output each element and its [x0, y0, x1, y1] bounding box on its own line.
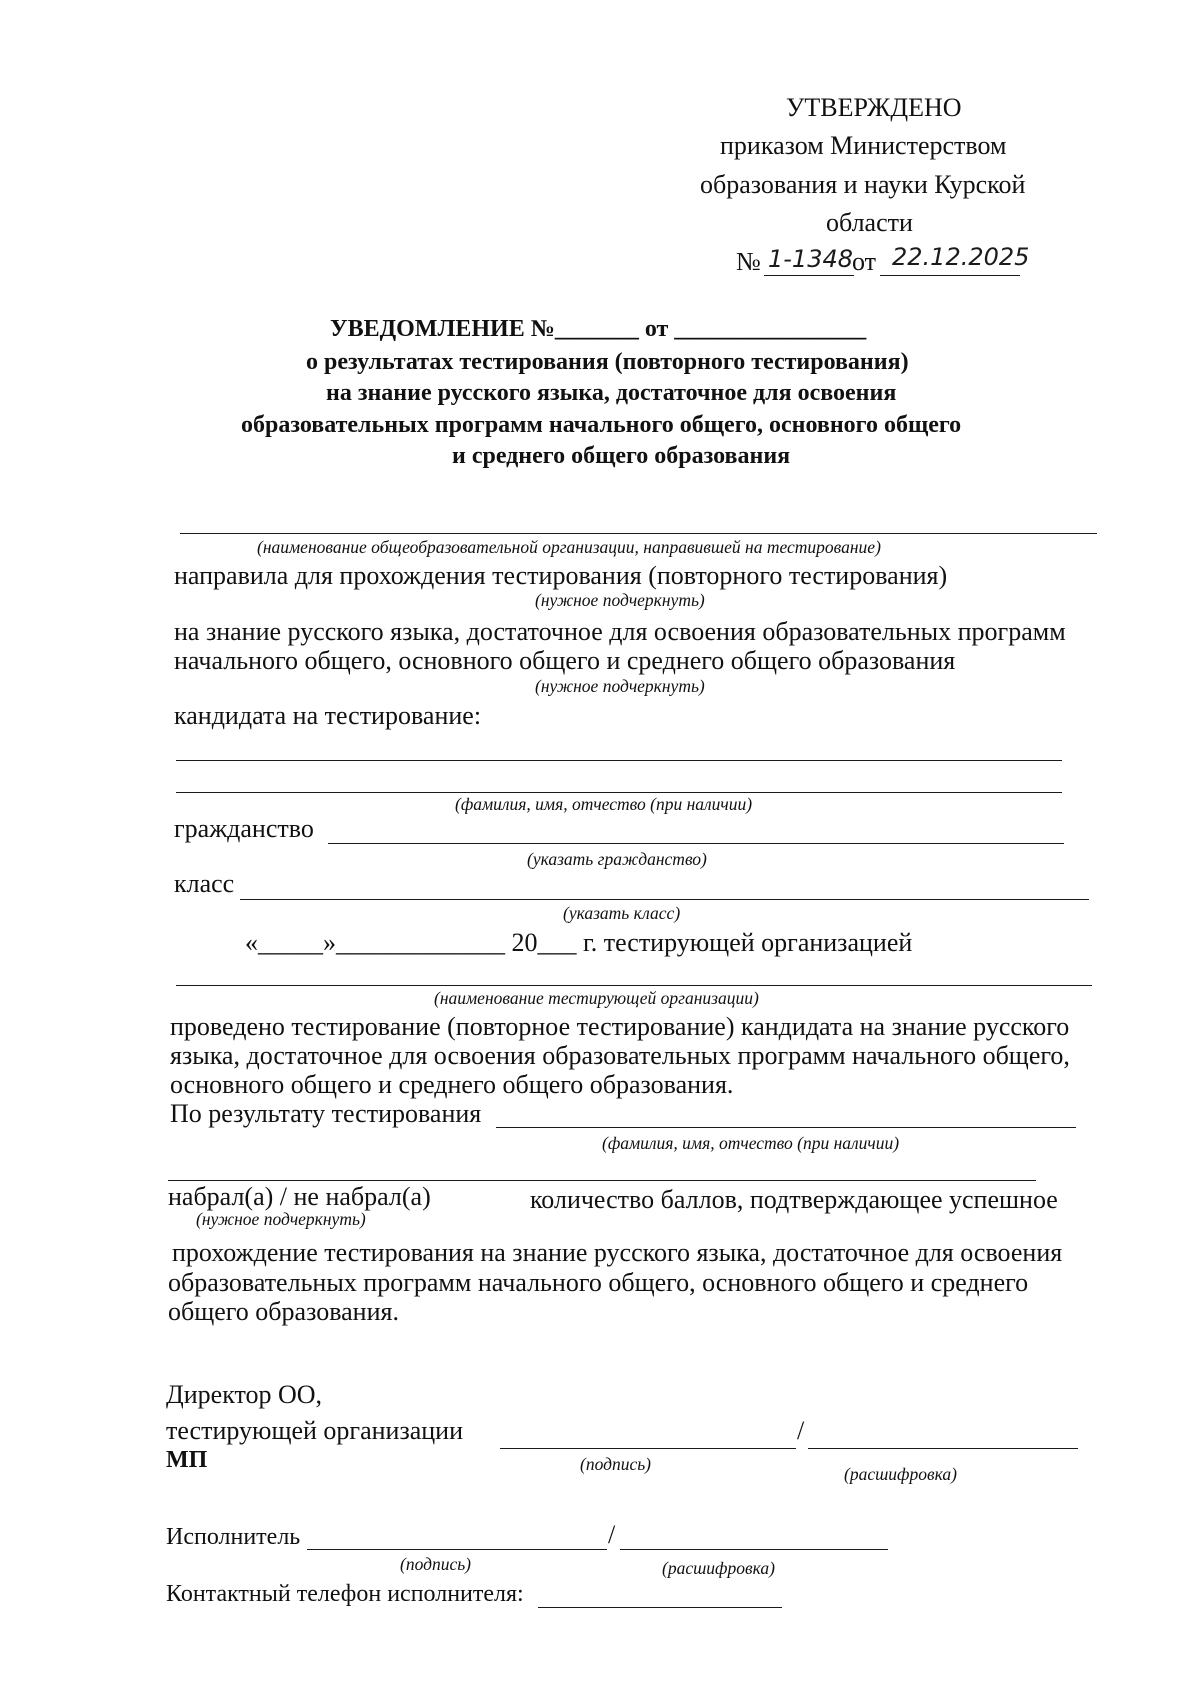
testing-org-field[interactable]: [176, 985, 1092, 986]
caption-underline-2: (нужное подчеркнуть): [535, 676, 705, 696]
caption-signature-2: (подпись): [400, 1554, 472, 1574]
heading-line-2: о результатах тестирования (повторного тестирования): [306, 349, 909, 375]
approval-number-underline: [764, 275, 854, 276]
director-slash: /: [797, 1416, 805, 1445]
approval-number-prefix: №: [736, 247, 761, 276]
caption-decoding: (расшифровка): [844, 1464, 957, 1484]
caption-testing-org: (наименование тестирующей организации): [434, 988, 759, 1008]
director-line-1: Директор ОО,: [166, 1380, 323, 1409]
result-name-field[interactable]: [496, 1127, 1076, 1128]
passing-line-3: общего образования.: [168, 1297, 399, 1326]
approval-date-handwritten: 22.12.2025: [892, 243, 1030, 271]
executor-decoding-field[interactable]: [620, 1549, 888, 1550]
director-line-2: тестирующей организации: [166, 1416, 464, 1445]
sent-for-text: направила для прохождения тестирования (повторного тестирования): [174, 561, 948, 590]
heading-line-5: и среднего общего образования: [452, 443, 791, 469]
heading-line-3: на знание русского языка, достаточное для освоения: [326, 380, 897, 406]
director-signature-field[interactable]: [500, 1448, 796, 1449]
caption-fio-1: (фамилия, имя, отчество (при наличии): [455, 794, 753, 814]
sending-org-field[interactable]: [180, 533, 1097, 534]
approval-line-1: приказом Министерством: [720, 131, 1007, 160]
caption-sending-org: (наименование общеобразовательной организации, направившей на тестирование): [257, 537, 881, 557]
scored-label: набрал(а) / не набрал(а): [168, 1182, 431, 1211]
caption-class: (указать класс): [563, 903, 681, 923]
candidate-label: кандидата на тестирование:: [174, 701, 482, 730]
approval-line-2: образования и науки Курской: [700, 170, 1026, 199]
passing-line-2: образовательных программ начального общего, основного общего и среднего: [168, 1268, 1029, 1297]
executor-signature-field[interactable]: [307, 1549, 607, 1550]
citizenship-field[interactable]: [328, 843, 1064, 844]
citizenship-label: гражданство: [174, 814, 314, 843]
caption-signature: (подпись): [580, 1454, 652, 1474]
knowledge-line-2: начального общего, основного общего и среднего общего образования: [174, 646, 956, 675]
approval-number-handwritten: 1-1348: [768, 245, 854, 273]
caption-citizenship: (указать гражданство): [527, 849, 707, 869]
approval-line-3: области: [826, 208, 913, 237]
heading-line-4: образовательных программ начального общего, основного общего: [241, 412, 962, 438]
approval-title: УТВЕРЖДЕНО: [786, 93, 962, 122]
caption-decoding-2: (расшифровка): [662, 1558, 775, 1578]
phone-field[interactable]: [538, 1607, 782, 1608]
executor-label: Исполнитель: [166, 1524, 301, 1550]
knowledge-line-1: на знание русского языка, достаточное для освоения образовательных программ: [174, 617, 1066, 646]
approval-date-prefix: от: [852, 247, 877, 276]
stamp-label: МП: [166, 1447, 208, 1473]
caption-underline-1: (нужное подчеркнуть): [535, 590, 705, 610]
candidate-name-field-2[interactable]: [176, 792, 1062, 793]
conducted-line-2: языка, достаточное для освоения образовательных программ начального общего,: [170, 1041, 1070, 1070]
conducted-line-1: проведено тестирование (повторное тестирование) кандидата на знание русского: [170, 1012, 1070, 1041]
result-label: По результату тестирования: [170, 1099, 482, 1128]
class-field[interactable]: [240, 899, 1089, 900]
result-name-field-2[interactable]: [168, 1180, 1036, 1181]
heading-line-1: УВЕДОМЛЕНИЕ №_______ от ________________: [330, 316, 867, 342]
testing-date-line: «_____»_____________ 20___ г. тестирующей организацией: [245, 928, 913, 957]
score-text: количество баллов, подтверждающее успешное: [530, 1185, 1058, 1214]
director-decoding-field[interactable]: [808, 1448, 1078, 1449]
phone-label: Контактный телефон исполнителя:: [166, 1581, 524, 1607]
conducted-line-3: основного общего и среднего общего образования.: [170, 1070, 734, 1099]
caption-fio-2: (фамилия, имя, отчество (при наличии): [602, 1133, 900, 1153]
class-label: класс: [174, 869, 235, 898]
approval-date-underline: [880, 275, 1020, 276]
passing-line-1: прохождение тестирования на знание русского языка, достаточное для освоения: [172, 1238, 1063, 1267]
candidate-name-field-1[interactable]: [176, 760, 1062, 761]
caption-underline-3: (нужное подчеркнуть): [196, 1209, 366, 1229]
executor-slash: /: [608, 1520, 616, 1549]
